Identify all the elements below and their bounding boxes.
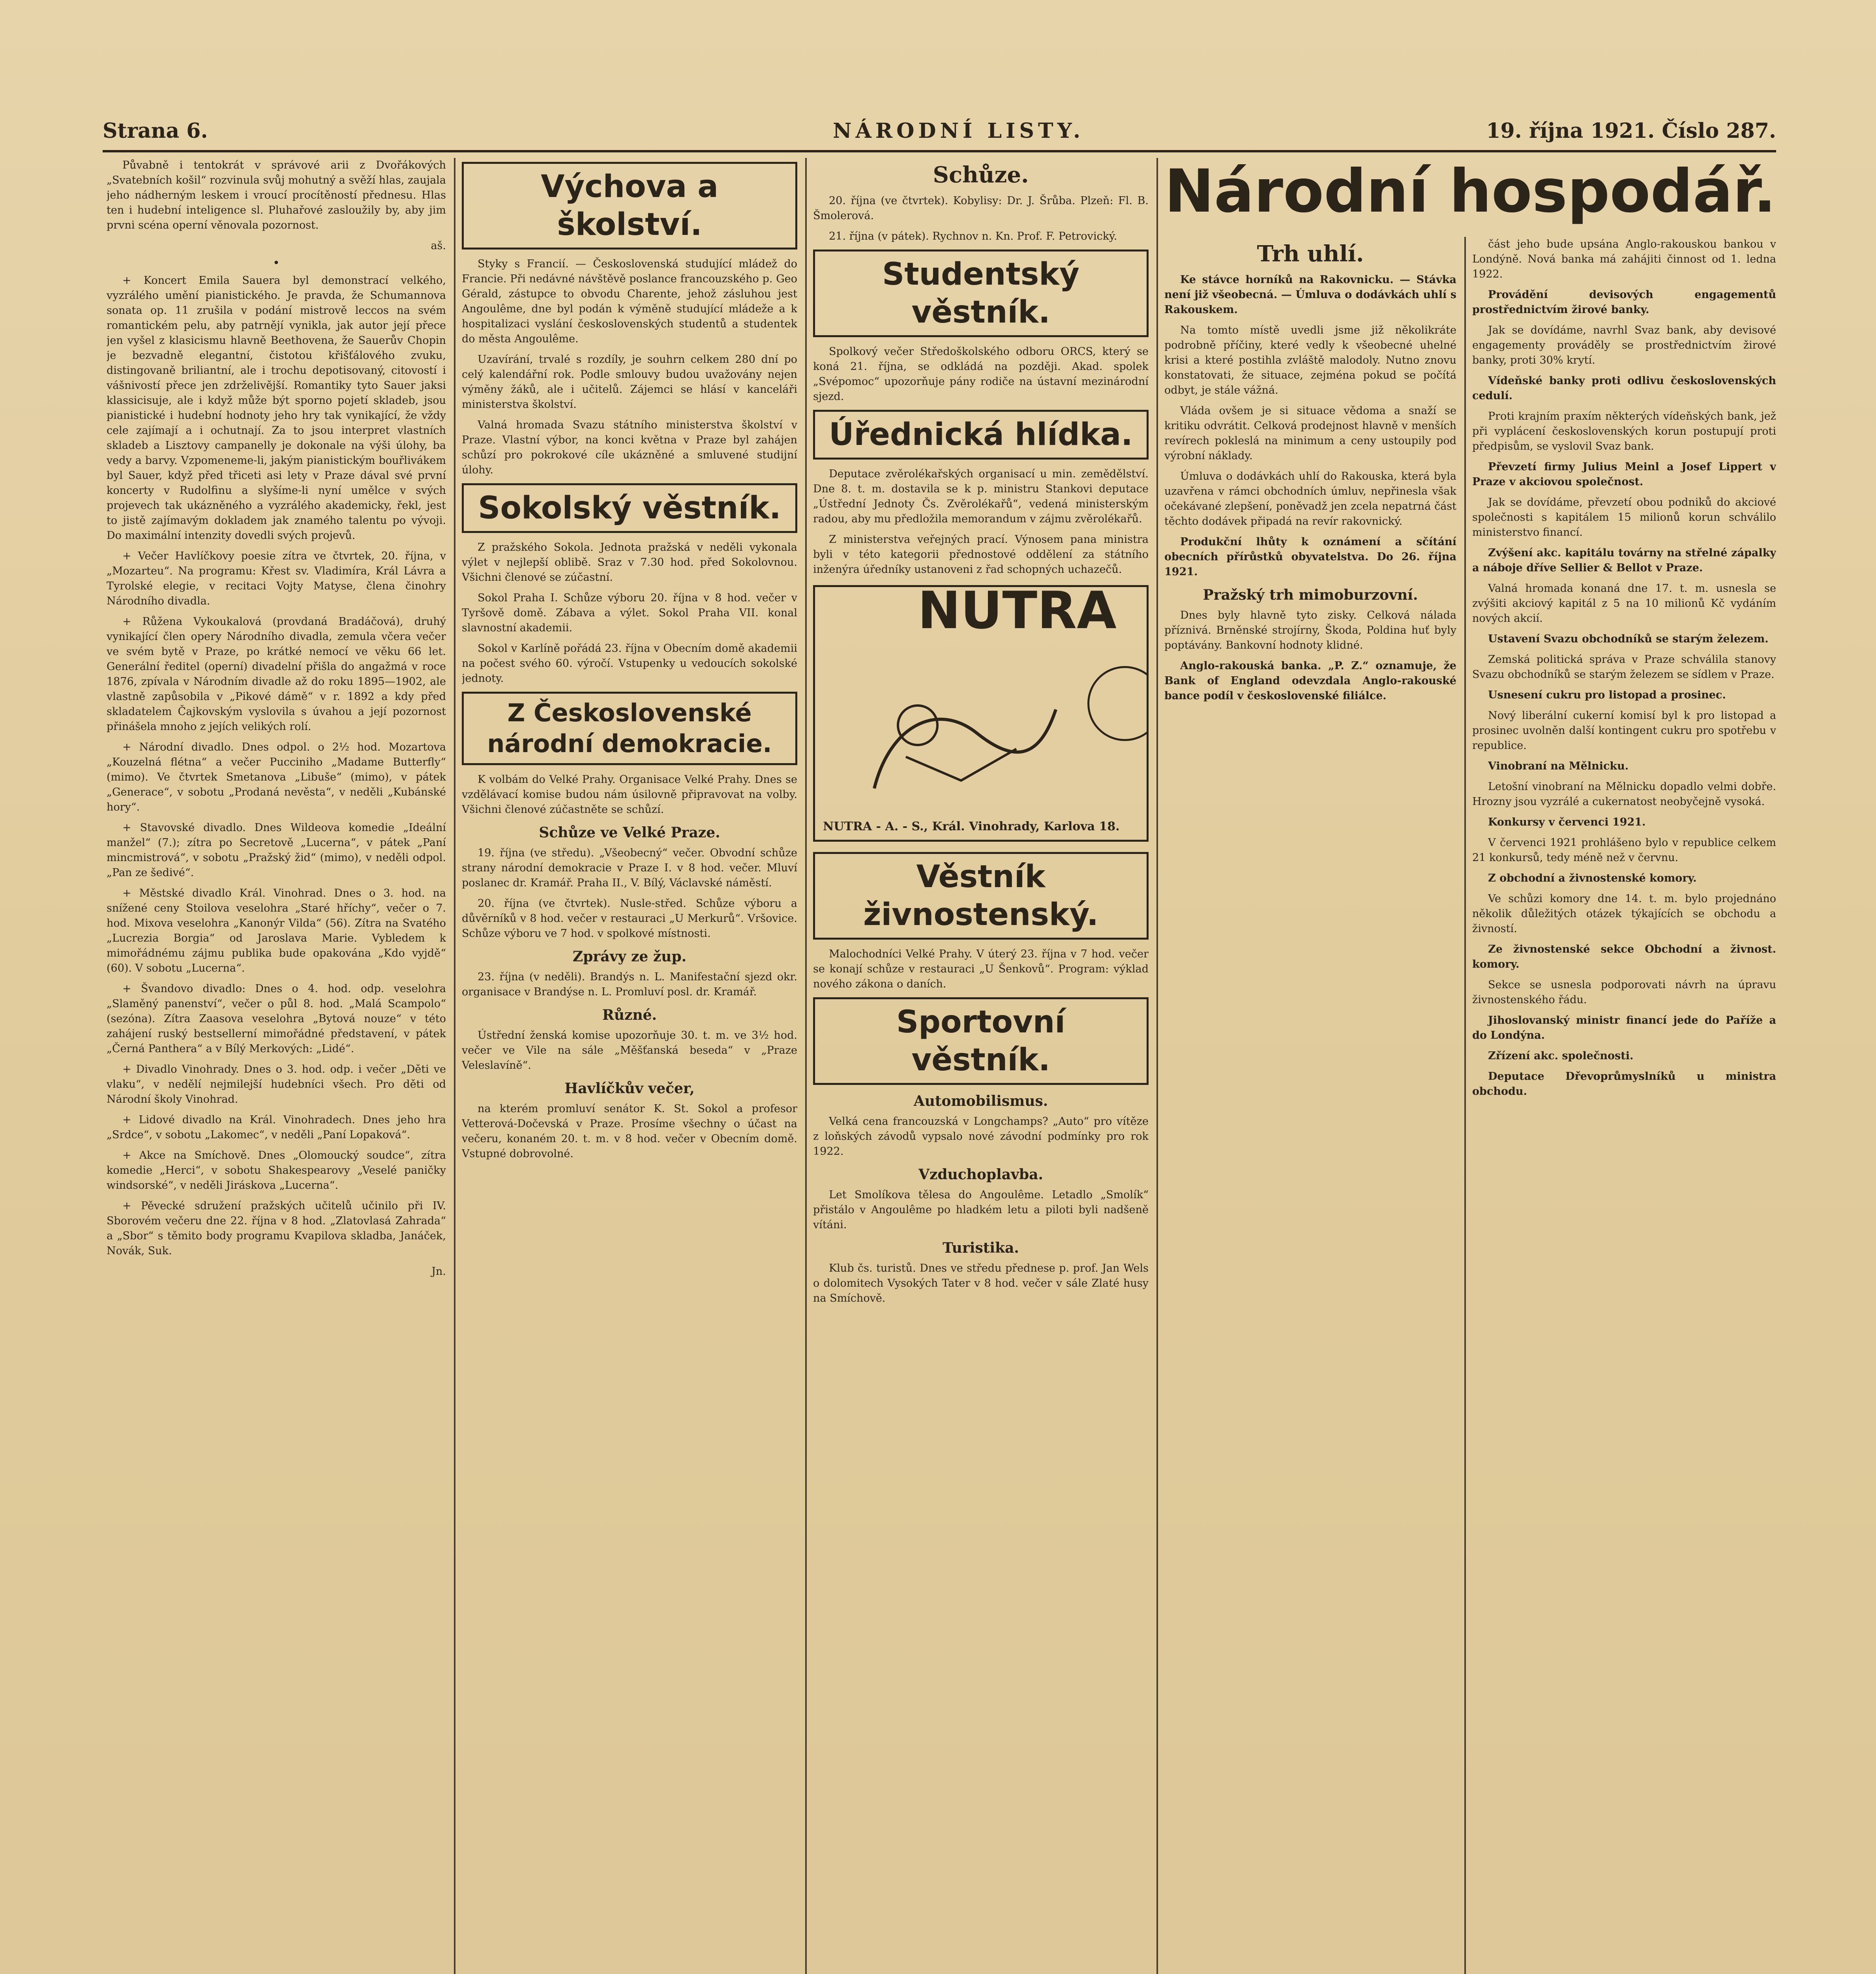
item-heading: Usnesení cukru pro listopad a prosinec. — [1488, 689, 1726, 701]
subheading: Turistika. — [943, 1240, 1019, 1256]
paragraph: 21. října (v pátek). Rychnov n. Kn. Prof. F. Petrovický. — [829, 230, 1117, 242]
paragraph: Sekce se usnesla podporovati návrh na úpravu živnostenského řádu. — [1472, 979, 1776, 1006]
masthead — [103, 114, 1776, 152]
paragraph: Anglo-rakouská banka. „P. Z.“ oznamuje, že Bank of England odevzdala Anglo-rakouské bance podíl v československé filiálce. — [1164, 660, 1456, 702]
ad-brand: NUTRA — [918, 580, 1117, 640]
paragraph: Uzavírání, trvalé s rozdíly, je souhrn celkem 280 dní po celý kalendářní rok. Podle smlouvy budou uvažovány nejen výměny žáků, ale i učitelů. Zájemci se hlásí v kanceláři ministerstva školství. — [462, 353, 797, 411]
column-education-sokol — [462, 158, 797, 1974]
item-heading: Jihoslovanský ministr financí jede do Paříže a do Londýna. — [1472, 1014, 1776, 1041]
paragraph: Jak se dovídáme, převzetí obou podniků do akciové společnosti s kapitálem 15 milionů korun schválilo ministerstvo financí. — [1472, 496, 1776, 539]
paragraph: Jak se dovídáme, navrhl Svaz bank, aby devisové engagementy prováděly se prostřednictvím žirové banky, proti 30% krytí. — [1472, 324, 1776, 366]
nutra-advertisement — [813, 580, 1149, 842]
paragraph: Let Smolíkova tělesa do Angoulême. Letadlo „Smolík“ přistálo v Angoulême po hladkém letu a piloti byli nadšeně vítáni. — [813, 1189, 1149, 1231]
paragraph: + Švandovo divadlo: Dnes o 4. hod. odp. veselohra „Slaměný panenství“, večer o půl 8. hod. „Malá Scampolo“ (sezóna). Zítra Zaasova veselohra „Bytová nouze“ v této zahájení ruský bestsellerní mimořádné představení, v pátek „Černá Panthera“ a v Bílý Merkových: „Lidé“. — [107, 983, 446, 1055]
item-heading: Konkursy v červenci 1921. — [1488, 816, 1646, 828]
subheading: Zprávy ze žup. — [572, 948, 687, 965]
item-heading: Zvýšení akc. kapitálu továrny na střelné zápalky a náboje dříve Sellier & Bellot v Praze. — [1472, 547, 1776, 574]
paragraph: + Divadlo Vinohrady. Dnes o 3. hod. odp. i večer „Děti ve vlaku“, v nedělí nejmilejší hudebníci všech. Pro děti od Národní školy Vinohrad. — [107, 1063, 446, 1105]
item-heading: Zřízení akc. společnosti. — [1488, 1050, 1634, 1062]
paragraph: Sokol v Karlíně pořádá 23. října v Obecním domě akademii na počest svého 60. výročí. Vstupenky u vedoucích sokolské jednoty. — [462, 642, 797, 685]
paragraph: Klub čs. turistů. Dnes ve středu přednese p. prof. Jan Wels o dolomitech Vysokých Tater v 8 hod. večer v sále Zlaté husy na Smíchově. — [813, 1262, 1149, 1304]
paragraph: + Stavovské divadlo. Dnes Wildeova komedie „Ideální manžel“ (7.); zítra po Secretově „Lucerna“, v pátek „Paní mincmistrová“, v sobotu „Pražský žid“ (mimo), v neděli odpol. „Pan ze šedivé“. — [107, 822, 446, 879]
column-rule — [1156, 158, 1158, 1974]
paragraph: Deputace zvěrolékařských organisací u min. zemědělství. Dne 8. t. m. dostavila se k p. ministru Stankovi deputace „Ústřední Jednoty Čs. Zvěrolékařů“, vedená ministerským radou, aby mu předložila memorandum v zájmu zvěrolékařů. — [813, 468, 1149, 525]
subheading: Havlíčkův večer, — [564, 1080, 695, 1097]
paragraph: Spolkový večer Středoškolského odboru ORCS, který se koná 21. října, se odkládá na později. Akad. spolek „Svépomoc“ upozorňuje pány rodiče na ústavní mezinárodní sjezd. — [813, 345, 1149, 403]
paragraph: Půvabně i tentokrát v správové arii z Dvořákových „Svatebních košil“ rozvinula svůj mohutný a svěží hlas, zaujala jeho nádherným leskem i vroucí procítěností přednesu. Hlas ten i hudební inteligence sl. Pluhařové zasloužily by, aby jim prvni scéna operní věnovala pozornost. — [107, 159, 446, 231]
signature: aš. — [431, 240, 446, 252]
section-heading: Výchova a školství. — [462, 162, 797, 250]
paragraph: + Akce na Smíchově. Dnes „Olomoucký soudce“, zítra komedie „Herci“, v sobotu Shakespearovy „Veselé paničky windsorské“, v neděli Jiráskova „Lucerna“. — [107, 1149, 446, 1192]
paragraph: 19. října (ve středu). „Všeobecný“ večer. Obvodní schůze strany národní demokracie v Praze I. v 8 hod. večer. Mluví poslanec dr. Kramář. Praha II., V. Bílý, Václavské náměstí. — [462, 847, 797, 889]
paragraph: + Pěvecké sdružení pražských učitelů učinilo při IV. Sborovém večeru dne 22. října v 8 hod. „Zlatovlasá Zahrada“ a „Sbor“ s těmito body programu Kvapilova skladba, Janáček, Novák, Suk. — [107, 1200, 446, 1257]
paragraph: Ve schůzi komory dne 14. t. m. bylo projednáno několik důležitých otázek týkajících se obchodu a živností. — [1472, 893, 1776, 935]
section-heading: Úřednická hlídka. — [813, 410, 1149, 460]
section-heading: Sportovní věstník. — [813, 997, 1149, 1085]
section-heading: Věstník živnostenský. — [813, 852, 1149, 940]
ad-address: NUTRA - A. - S., Král. Vinohrady, Karlova 18. — [823, 820, 1120, 833]
paragraph: Úmluva o dodávkách uhlí do Rakouska, která byla uzavřena v rámci obchodních úmluv, nepřinesla však očekávané zlepšení, poněvadž jen zcela nepatrná část těchto dodávek připadá na revír rakovnický. — [1164, 470, 1456, 527]
paragraph: 20. října (ve čtvrtek). Kobylisy: Dr. J. Šrůba. Plzeň: Fl. B. Šmolerová. — [813, 195, 1149, 222]
paragraph: Styky s Francií. — Československá studující mládež do Francie. Při nedávné návštěvě poslance francouzského p. Geo Gérald, zástupce to obvodu Charente, jehož zásluhou jest Angoulême, dne byl podán k výměně studující mládeže a k hospitalizaci vyslání československých studentů a studentek do města Angoulême. — [462, 258, 797, 345]
item-heading: Deputace Dřevoprůmyslníků u ministra obchodu. — [1472, 1070, 1776, 1098]
item-heading: Vídeňské banky proti odlivu československých cedulí. — [1472, 375, 1776, 402]
issue-date-number: 19. října 1921. Číslo 287. — [1486, 119, 1776, 143]
page-number: Strana 6. — [103, 119, 208, 143]
paragraph: Z ministerstva veřejných prací. Výnosem pana ministra byli v této kategorii přednostové oddělení za státního inženýra úředníky ustanoveni z řad schopných uchazečů. — [813, 533, 1149, 576]
section-heading: Trh uhlí. — [1257, 241, 1364, 267]
paragraph: Nový liberální cukerní komisí byl k pro listopad a prosinec uvolněn další kontingent cukru pro spotřebu v republice. — [1472, 709, 1776, 752]
column-rule — [454, 158, 455, 1974]
paragraph: Vláda ovšem je si situace vědoma a snaží se kritiku odvrátit. Celková prodejnost hlavně v menších revírech pokleslá na minimum a ceny ustoupily pod výrobní náklady. — [1164, 405, 1456, 462]
section-heading: Schůze. — [933, 162, 1029, 188]
section-heading: Z Československé národní demokracie. — [462, 692, 797, 765]
paragraph: Z pražského Sokola. Jednota pražská v neděli vykonala výlet v nejlepší oblibě. Sraz v 7.30 hod. před Sokolovnou. Všichni členové se zúčastní. — [462, 541, 797, 584]
paragraph: + Večer Havlíčkovy poesie zítra ve čtvrtek, 20. října, v „Mozarteu“. Na programu: Křest sv. Vladimíra, Král Lávra a Tyrolské elegie, v recitaci Vojty Matyse, člena činohry Národního divadla. — [107, 550, 446, 607]
paragraph: Na tomto místě uvedli jsme již několikráte podrobně příčiny, které vedly k všeobecné uhelné krisi a které postihla zvláště malodoly. Nutno znovu konstatovati, že situace, zejména pokud se počítá odbyt, je stále vážná. — [1164, 324, 1456, 396]
paragraph: Produkční lhůty k oznámení a sčítání obecních přírůstků obyvatelstva. Do 26. října 1921. — [1164, 536, 1456, 578]
paragraph: V červenci 1921 prohlášeno bylo v republice celkem 21 konkursů, tedy méně než v červnu. — [1472, 837, 1776, 864]
paragraph: Valná hromada Svazu státního ministerstva školství v Praze. Vlastní výbor, na konci května v Praze byl zahájen schůzí pro pokrokové cíle ukázněné a smluvené studijní úlohy. — [462, 419, 797, 476]
paragraph: + Národní divadlo. Dnes odpol. o 2½ hod. Mozartova „Kouzelná flétna“ a večer Puccinihо „Madame Butterfly“ (mimo). Ve čtvrtek Smetanova „Libuše“ (mimo), v pátek „Generace“, v sobotu „Prodaná nevěsta“, v neděli „Kubánské hory“. — [107, 741, 446, 813]
paragraph: Sokol Praha I. Schůze výboru 20. října v 8 hod. večer v Tyršově domě. Zábava a výlet. Sokol Praha VII. konal slavnostní akademii. — [462, 592, 797, 634]
item-heading: Ustavení Svazu obchodníků se starým železem. — [1488, 633, 1769, 645]
paragraph: Valná hromada konaná dne 17. t. m. usnesla se zvýšiti akciový kapitál z 5 na 10 milionů Kč vydáním nových akcií. — [1472, 582, 1776, 625]
item-heading: Převzetí firmy Julius Meinl a Josef Lippert v Praze v akciovou společnost. — [1472, 461, 1776, 488]
paragraph: K volbám do Velké Prahy. Organisace Velké Prahy. Dnes se vzdělávací komise budou nám úsilovně připravovat na volby. Všichni členové zúčastněte se schůzí. — [462, 773, 797, 816]
paragraph: Ústřední ženská komise upozorňuje 30. t. m. ve 3½ hod. večer ve Vile na sále „Měšťanská beseda“ v „Praze Veleslavíně“. — [462, 1029, 797, 1071]
ad-seal-icon — [1087, 666, 1149, 741]
paragraph: Letošní vinobraní na Mělnicku dopadlo velmi dobře. Hrozny jsou vyzrálé a cukernatost neobyčejně vysoká. — [1472, 781, 1776, 808]
section-heading: Sokolský věstník. — [462, 483, 797, 533]
column-meetings-sport — [813, 158, 1149, 1974]
paragraph: Velká cena francouzská v Longchamps? „Auto“ pro vítěze z loňských závodů vypsalo nové závodní podmínky pro rok 1922. — [813, 1115, 1149, 1158]
column-rule — [1464, 237, 1466, 1974]
column-economics-b — [1472, 237, 1776, 1974]
item-heading: Z obchodní a živnostenské komory. — [1488, 872, 1697, 884]
paragraph: 20. října (ve čtvrtek). Nusle-střed. Schůze výboru a důvěrníků v 8 hod. večer v restauraci „U Merkurů“. Vršovice. Schůze výboru ve 7 hod. v spolkové místnosti. — [462, 897, 797, 940]
paragraph: na kterém promluví senátor K. St. Sokol a profesor Vetterová-Dočevská v Praze. Prosíme všechny o účast na večeru, konaném 20. t. m. v 8 hod. večer v Obecním domě. Vstupné dobrovolné. — [462, 1103, 797, 1160]
paragraph: Proti krajním praxím některých vídeňských bank, jež při vyplácení československých korun postupují proti předpisům, se vyslovil Svaz bank. — [1472, 410, 1776, 452]
paragraph: Zemská politická správa v Praze schválila stanovy Svazu obchodníků se starým železem se sídlem v Praze. — [1472, 653, 1776, 681]
subheading: Automobilismus. — [913, 1093, 1048, 1109]
paragraph: 23. října (v neděli). Brandýs n. L. Manifestační sjezd okr. organisace v Brandýse n. L. Promluví posl. dr. Kramář. — [462, 971, 797, 998]
item-heading: Vinobraní na Mělnicku. — [1488, 760, 1629, 772]
paragraph: + Lidové divadlo na Král. Vinohradech. Dnes jeho hra „Srdce“, v sobotu „Lakomec“, v neděli „Paní Lopaková“. — [107, 1114, 446, 1141]
paragraph: Malochodníci Velké Prahy. V úterý 23. října v 7 hod. večer se konají schůze v restauraci „U Šenkovů“. Program: výklad nového zákona o daních. — [813, 948, 1149, 990]
newspaper-title: NÁRODNÍ LISTY. — [833, 119, 1085, 143]
paragraph: + Koncert Emila Sauera byl demonstrací velkého, vyzrálého umění pianistického. Je pravda, že Schumannova sonata op. 11 zrušila v podání mistrově leccos na svém romantickém pelu, aby patrnějí vynikla, jak autor její přece jen vyšel z klasicismu hlavně Beethovena, že Sauerův Chopin je bezvadně elegantní, čistotou křišťálového zvuku, distingovaně briliantní, ale i trochu depotisovaný, citovostí i vášnivostí přece jen zdrželivější. Romantiky tyto Sauer jaksi klassicisuje, ale i když může být sporno pojetí skladeb, jsou pianistické i hudební hodnoty jeho hry tak vynikající, že vždy cele zajímají a i ochutnají. Za to jsou interpret vlastních skladeb a Lisztovy campanelly je dokonale na výši úlohy, ba vedy a barvy. Vzpomeneme-li, jakým pianistickým bouřlivákem byl Sauer, když před třiceti asi lety v Praze dával své první koncerty v Rudolfinu a slyšíme-li nyní umělce v svých projevech tak ukázněného a vyzrálého akademicky, řekl, jest to jistě zajímavým dokladem jak znamého talentu po vývoji. Do maximální intenzity dovedli svých projevů. — [107, 274, 446, 542]
column-culture: Půvabně i tentokrát v správové arii z Dvořákových „Svatebních košil“ rozvinula svůj mohutný a svěží hlas, zaujala jeho nádherným leskem i vroucí procítěností přednesu. Hlas ten i hudební inteligence sl. Pluhařové zasloužily by, aby jim prvni scéna operní věnovala pozornost. aš. • + Koncert Emila Sauera byl demonstrací velkého, vyzrálého umění pianistického. Je pravda, že Schumannova sonata op. 11 zrušila v podání mistrově leccos na svém romantickém pelu, aby patrnějí vynikla, jak autor její přece jen vyšel z klasicismu hlavně Beethovena, že Sauerův Chopin je bezvadně elegantní, čistotou křišťálového zvuku, distingovaně briliantní, ale i trochu depotisovaný, citovostí i vášnivostí přece jen zdrželivější. Romantiky tyto Sauer jaksi klassicisuje, ale i když může být sporno pojetí skladeb, jsou pianistické i hudební hodnoty jeho hry tak vynikající, že vždy cele zajímají a i ochutnají. Za to jsou interpret vlastních skladeb a Lisztovy campanelly je dokonale na výši úlohy, ba vedy a barvy. Vzpomeneme-li, jakým pianistickým bouřlivákem byl Sauer, když před třiceti asi lety v Praze dával své první koncerty v Rudolfinu a slyšíme-li nyní umělce v svých projevech tak ukázněného a vyzrálého akademicky, řekl, jest to jistě zajímavým dokladem jak znamého talentu po vývoji. Do maximální intenzity dovedli svých projevů. + Večer Havlíčkovy poesie zítra ve čtvrtek, 20. října, v „Mozarteu“. Na programu: Křest sv. Vladimíra, Král Lávra a Tyrolské elegie, v recitaci Vojty Matyse, člena činohry Národního divadla. + Růžena Vykoukalová (provdaná Bradáčová), druhý vynikající člen opery Národního divadla, zemula včera večer ve svém bytě v Praze, po krátké nemocí ve věku 66 let. Generální ředitel (operní) divadelní přišla do angažmá v roce 1876, zpívala v Národním divadle až do roku 1895—1902, ale vlastně zapůsobila v „Pikové dámě“ v r. 1892 a kdy před skladatelem Čajkovským vyslovila s úvahou a její pozornost přinášela mnoho z jejích velikých rolí. + Národní divadlo. Dnes odpol. o 2½ hod. Mozartova „Kouzelná flétna“ a večer Puccinihо „Madame Butterfly“ (mimo). Ve čtvrtek Smetanova „Libuše“ (mimo), v pátek „Generace“, v sobotu „Prodaná nevěsta“, v neděli „Kubánské hory“. + Stavovské divadlo. Dnes Wildeova komedie „Ideální manžel“ (7.); zítra po Secretově „Lucerna“, v pátek „Paní mincmistrová“, v sobotu „Pražský žid“ (mimo), v neděli odpol. „Pan ze šedivé“. + Městské divadlo Král. Vinohrad. Dnes o 3. hod. na snížené ceny Stoilova veselohra „Staré hříchy“, večer o 7. hod. Mixova veselohra „Kanonýr Vilda“ (56). Zítra na Svatého „Lucrezia Borgia“ od Jaroslava Marie. Vybledem k mimořádnému zájmu publika bude opakována „Kdo vyjdě“ (60). V sobotu „Lucerna“. + Švandovo divadlo: Dnes o 4. hod. odp. veselohra „Slaměný panenství“, večer o půl 8. hod. „Malá Scampolo“ (sezóna). Zítra Zaasova veselohra „Bytová nouze“ v této zahájení ruský bestsellerní mimořádné představení, v pátek „Černá Panthera“ a v Bílý Merkových: „Lidé“. + Divadlo Vinohrady. Dnes o 3. hod. odp. i večer „Děti ve vlaku“, v nedělí nejmilejší hudebníci všech. Pro děti od Národní školy Vinohrad. + Lidové divadlo na Král. Vinohradech. Dnes jeho hra „Srdce“, v sobotu „Lakomec“, v neděli „Paní Lopaková“. + Akce na Smíchově. Dnes „Olomoucký soudce“, zítra komedie „Herci“, v sobotu Shakespearovy „Veselé paničky windsorské“, v neděli Jiráskova „Lucerna“. + Pěvecké sdružení pražských učitelů učinilo při IV. Sborovém večeru dne 22. října v 8 hod. „Zlatovlasá Zahrada“ a „Sbor“ s těmito body programu Kvapilova skladba, Janáček, Novák, Suk. Jn. — [107, 158, 446, 1974]
section-title: Národní hospodář. — [1164, 158, 1776, 226]
column-rule — [805, 158, 807, 1974]
ad-illustration-icon — [858, 678, 1064, 804]
paragraph: část jeho bude upsána Anglo-rakouskou bankou v Londýně. Nová banka má zahájiti činnost od 1. ledna 1922. — [1472, 238, 1776, 280]
item-heading: Provádění devisových engagementů prostřednictvím žirové banky. — [1472, 289, 1776, 316]
column-economics-a — [1164, 237, 1456, 1974]
subheading: Vzduchoplavba. — [918, 1166, 1043, 1183]
section-heading: Studentský věstník. — [813, 250, 1149, 337]
signature: Jn. — [431, 1265, 446, 1278]
paragraph: + Růžena Vykoukalová (provdaná Bradáčová), druhý vynikající člen opery Národního divadla, zemula včera večer ve svém bytě v Praze, po krátké nemocí ve věku 66 let. Generální ředitel (operní) divadelní přišla do angažmá v roce 1876, zpívala v Národním divadle až do roku 1895—1902, ale vlastně zapůsobila v „Pikové dámě“ v r. 1892 a kdy před skladatelem Čajkovským vyslovila s úvahou a její pozornost přinášela mnoho z jejích velikých rolí. — [107, 615, 446, 733]
subheading: Schůze ve Velké Praze. — [539, 824, 720, 841]
lead-paragraph: Ke stávce horníků na Rakovnicku. — Stávka není již všeobecná. — Úmluva o dodávkách uhlí s Rakouskem. — [1164, 274, 1456, 316]
subheading: Různé. — [602, 1007, 657, 1023]
paragraph: + Městské divadlo Král. Vinohrad. Dnes o 3. hod. na snížené ceny Stoilova veselohra „Staré hříchy“, večer o 7. hod. Mixova veselohra „Kanonýr Vilda“ (56). Zítra na Svatého „Lucrezia Borgia“ od Jaroslava Marie. Vybledem k mimořádnému zájmu publika bude opakována „Kdo vyjdě“ (60). V sobotu „Lucerna“. — [107, 887, 446, 974]
item-heading: Ze živnostenské sekce Obchodní a živnost. komory. — [1472, 943, 1776, 970]
paragraph: Dnes byly hlavně tyto zisky. Celková nálada příznivá. Brněnské strojírny, Škoda, Poldina huť byly poptávány. Bankovní hodnoty klidné. — [1164, 609, 1456, 651]
subheading: Pražský trh mimoburzovní. — [1203, 587, 1418, 603]
